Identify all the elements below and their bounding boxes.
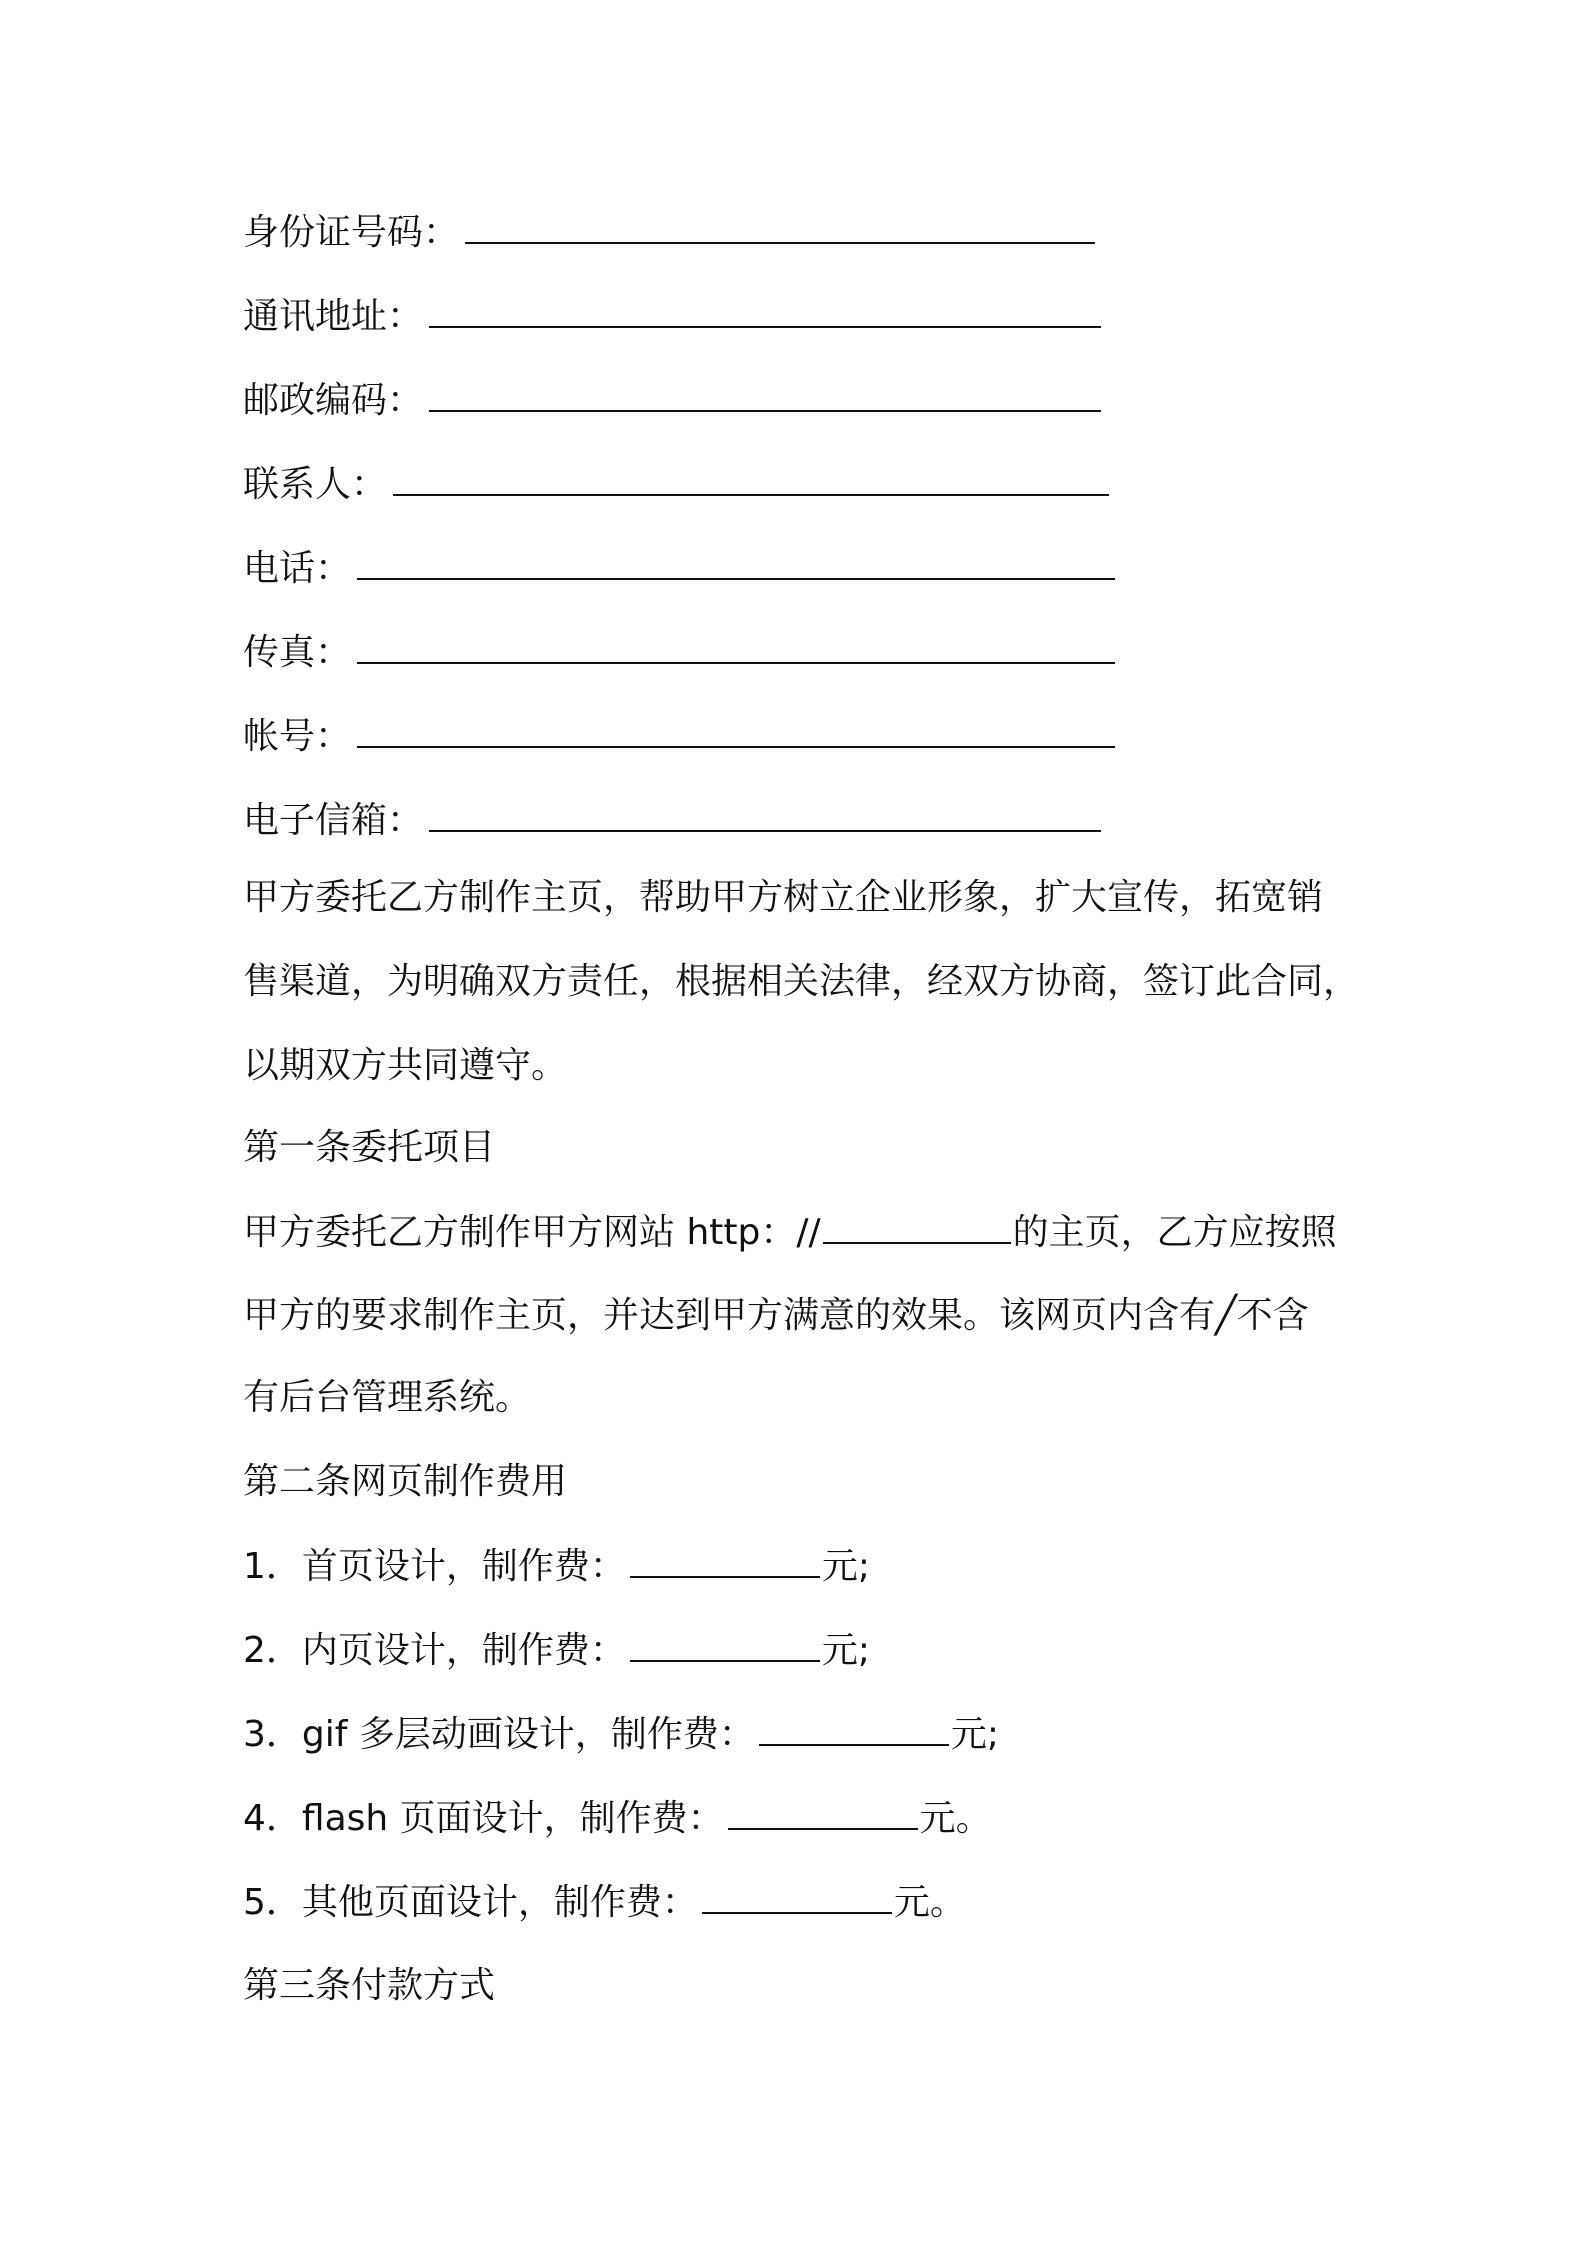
- field-label: 邮政编码：: [243, 380, 424, 421]
- fee-item: [243, 1542, 870, 1590]
- fee-item-unit: 元;: [821, 1630, 871, 1671]
- fee-item-unit: 元;: [950, 1714, 1000, 1755]
- blank-line: [630, 1542, 820, 1578]
- blank-line: [429, 292, 1101, 328]
- fee-item-label: 5．其他页面设计，制作费：: [243, 1882, 698, 1923]
- field-label: 身份证号码：: [243, 212, 460, 253]
- blank-line: [728, 1794, 918, 1830]
- blank-line: [823, 1208, 1011, 1244]
- field-label: 帐号：: [243, 716, 352, 757]
- fee-item: [243, 1878, 966, 1926]
- fee-item-label: 4．flash 页面设计，制作费：: [243, 1798, 724, 1839]
- field-email: [243, 796, 1101, 844]
- blank-line: [429, 796, 1101, 832]
- blank-line: [465, 208, 1095, 244]
- intro-line: 甲方委托乙方制作主页，帮助甲方树立企业形象，扩大宣传，拓宽销: [243, 877, 1324, 918]
- fee-item-unit: 元。: [919, 1798, 992, 1839]
- article-1-title: 第一条委托项目: [243, 1127, 496, 1168]
- blank-line: [357, 544, 1115, 580]
- fee-item-unit: 元;: [821, 1546, 871, 1587]
- article-2-title: 第二条网页制作费用: [243, 1461, 568, 1502]
- field-contact-person: [243, 460, 1109, 508]
- article-1-line: [243, 1208, 1337, 1256]
- fee-item-label: 2．内页设计，制作费：: [243, 1630, 626, 1671]
- article-3-title: 第三条付款方式: [243, 1965, 496, 2006]
- blank-line: [630, 1626, 820, 1662]
- fee-item-label: 3．gif 多层动画设计，制作费：: [243, 1714, 755, 1755]
- field-address: [243, 292, 1101, 340]
- blank-line: [429, 376, 1101, 412]
- field-label: 电话：: [243, 548, 352, 589]
- field-fax: [243, 628, 1115, 676]
- blank-line: [702, 1878, 892, 1914]
- field-id-number: [243, 208, 1095, 256]
- article-1-text: 的主页，乙方应按照: [1012, 1212, 1337, 1253]
- fee-item-unit: 元。: [893, 1882, 966, 1923]
- fee-item: [243, 1794, 992, 1842]
- field-label: 传真：: [243, 632, 352, 673]
- intro-line: 售渠道，为明确双方责任，根据相关法律，经双方协商，签订此合同，: [243, 961, 1360, 1002]
- fee-item: [243, 1626, 870, 1674]
- fee-item-label: 1．首页设计，制作费：: [243, 1546, 626, 1587]
- field-label: 通讯地址：: [243, 296, 424, 337]
- field-postcode: [243, 376, 1101, 424]
- blank-line: [393, 460, 1109, 496]
- blank-line: [357, 712, 1115, 748]
- field-label: 联系人：: [243, 464, 388, 505]
- article-1-text: 甲方委托乙方制作甲方网站 http：//: [243, 1212, 821, 1253]
- article-1-line: 甲方的要求制作主页，并达到甲方满意的效果。该网页内含有╱不含: [243, 1295, 1309, 1336]
- blank-line: [357, 628, 1115, 664]
- blank-line: [759, 1710, 949, 1746]
- article-1-line: 有后台管理系统。: [243, 1377, 532, 1418]
- fee-item: [243, 1710, 999, 1758]
- field-account: [243, 712, 1115, 760]
- field-phone: [243, 544, 1115, 592]
- field-label: 电子信箱：: [243, 800, 424, 841]
- intro-line: 以期双方共同遵守。: [243, 1045, 568, 1086]
